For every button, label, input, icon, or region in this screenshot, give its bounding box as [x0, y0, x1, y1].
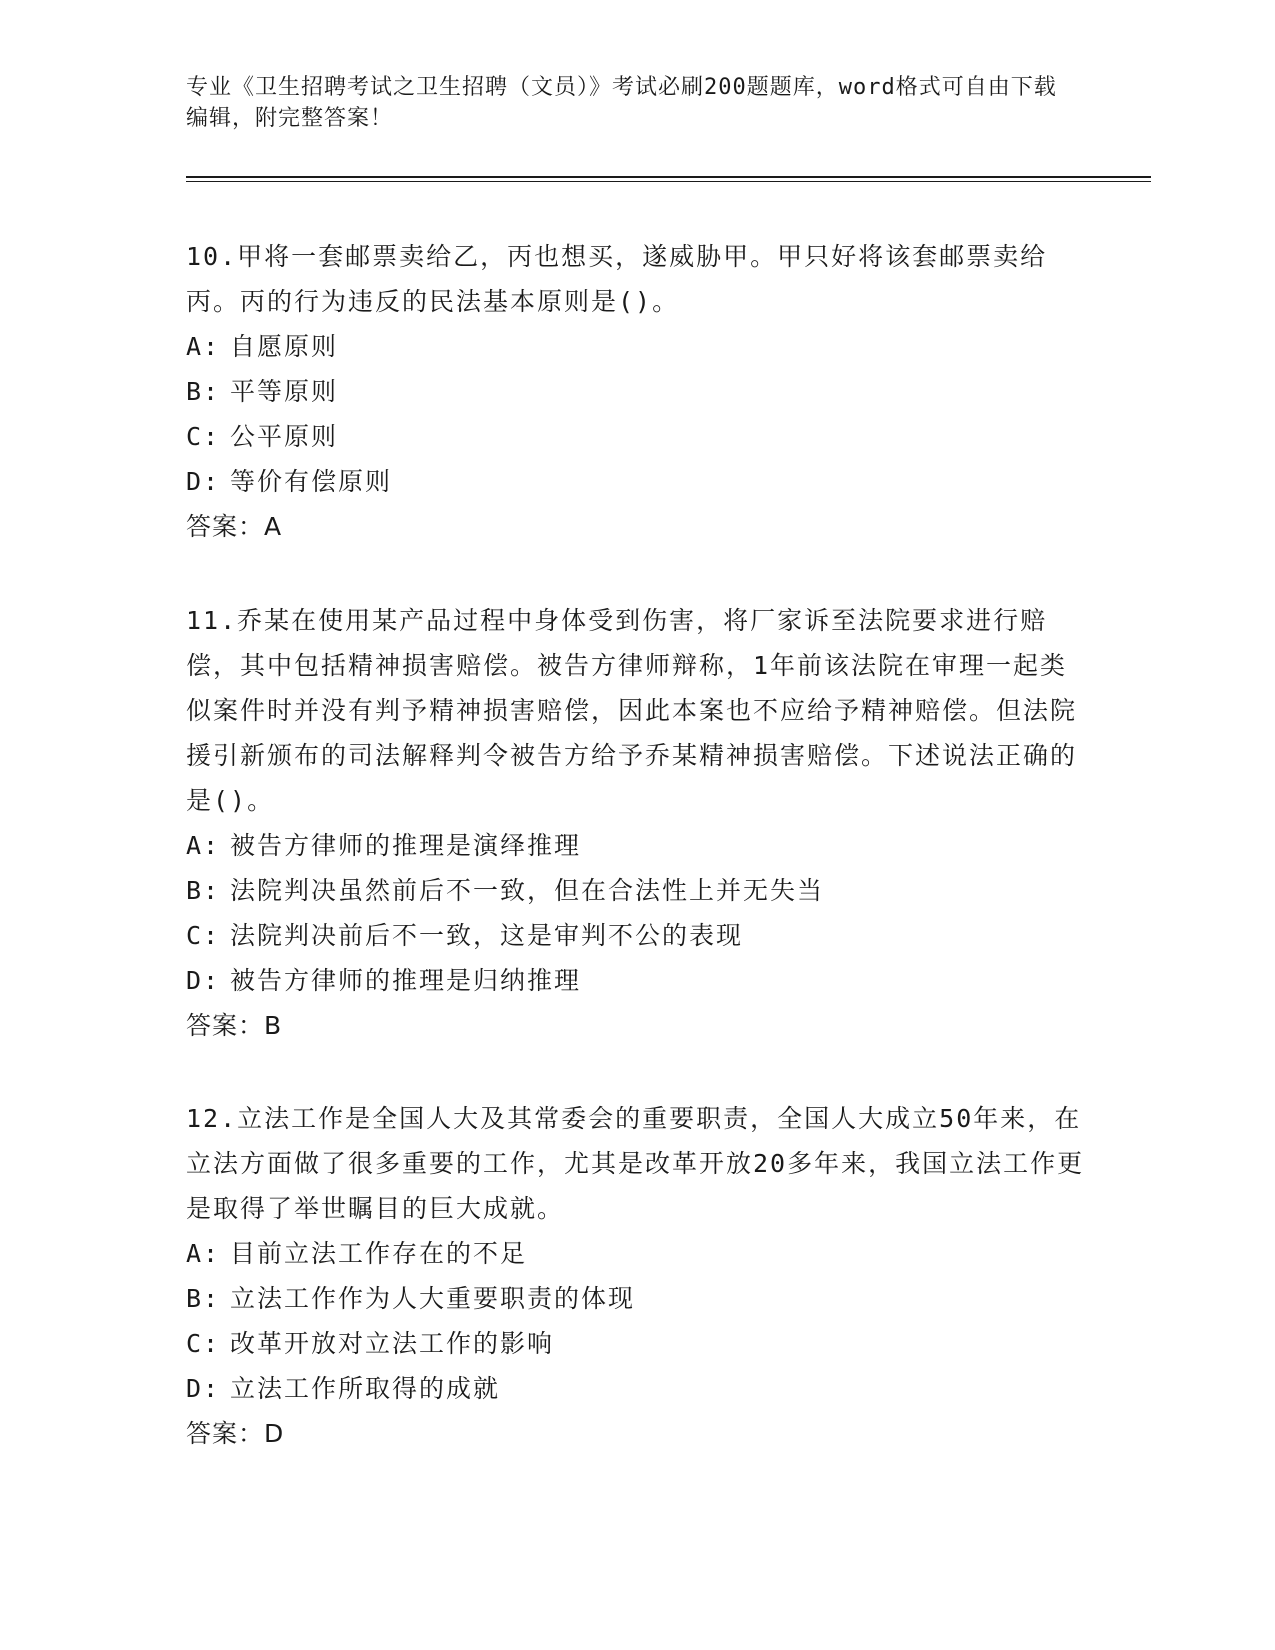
question-block: [186, 1096, 1086, 1456]
question-stem: 11.乔某在使用某产品过程中身体受到伤害，将厂家诉至法院要求进行赔偿，其中包括精神损害赔偿。被告方律师辩称，1年前该法院在审理一起类似案件时并没有判予精神损害赔偿，因此本案也不应给予精神赔偿。但法院援引新颁布的司法解释判令被告方给予乔某精神损害赔偿。下述说法正确的是()。: [186, 606, 1078, 815]
option-key: D:: [186, 966, 221, 995]
option-text: 等价有偿原则: [230, 467, 393, 496]
option-key: A:: [186, 1239, 221, 1268]
option-text: 法院判决前后不一致，这是审判不公的表现: [230, 921, 744, 950]
option-text: 被告方律师的推理是归纳推理: [230, 966, 582, 995]
option-text: 被告方律师的推理是演绎推理: [230, 831, 582, 860]
answer-line: 答案：B: [186, 1011, 283, 1040]
option-key: C:: [186, 422, 221, 451]
option-text: 公平原则: [230, 422, 339, 451]
option-c: [186, 414, 1086, 459]
question-stem: 12.立法工作是全国人大及其常委会的重要职责，全国人大成立50年来，在立法方面做了很多重要的工作，尤其是改革开放20多年来，我国立法工作更是取得了举世瞩目的巨大成就。: [186, 1104, 1085, 1223]
option-text: 立法工作所取得的成就: [230, 1374, 501, 1403]
option-key: B:: [186, 876, 221, 905]
option-key: D:: [186, 467, 221, 496]
header-divider-thick: [186, 176, 1151, 178]
option-a: [186, 823, 1086, 868]
option-text: 法院判决虽然前后不一致，但在合法性上并无失当: [230, 876, 825, 905]
question-stem: 10.甲将一套邮票卖给乙，丙也想买，遂威胁甲。甲只好将该套邮票卖给丙。丙的行为违反的民法基本原则是()。: [186, 242, 1048, 316]
option-a: [186, 1231, 1086, 1276]
option-key: B:: [186, 377, 221, 406]
option-text: 目前立法工作存在的不足: [230, 1239, 528, 1268]
option-key: D:: [186, 1374, 221, 1403]
option-d: [186, 459, 1086, 504]
option-key: A:: [186, 831, 221, 860]
question-block: [186, 598, 1086, 1048]
option-b: [186, 868, 1086, 913]
option-d: [186, 1366, 1086, 1411]
option-text: 立法工作作为人大重要职责的体现: [230, 1284, 636, 1313]
option-text: 改革开放对立法工作的影响: [230, 1329, 555, 1358]
option-a: [186, 324, 1086, 369]
question-block: [186, 234, 1086, 549]
option-c: [186, 1321, 1086, 1366]
option-b: [186, 1276, 1086, 1321]
option-d: [186, 958, 1086, 1003]
answer-line: 答案：A: [186, 512, 283, 541]
option-key: C:: [186, 1329, 221, 1358]
option-key: A:: [186, 332, 221, 361]
option-key: C:: [186, 921, 221, 950]
option-key: B:: [186, 1284, 221, 1313]
option-text: 自愿原则: [230, 332, 339, 361]
option-c: [186, 913, 1086, 958]
option-text: 平等原则: [230, 377, 339, 406]
option-b: [186, 369, 1086, 414]
answer-line: 答案：D: [186, 1419, 285, 1448]
document-header: 专业《卫生招聘考试之卫生招聘（文员）》考试必刷200题题库，word格式可自由下载编辑，附完整答案！: [186, 75, 1057, 131]
header-divider-thin: [186, 181, 1151, 182]
